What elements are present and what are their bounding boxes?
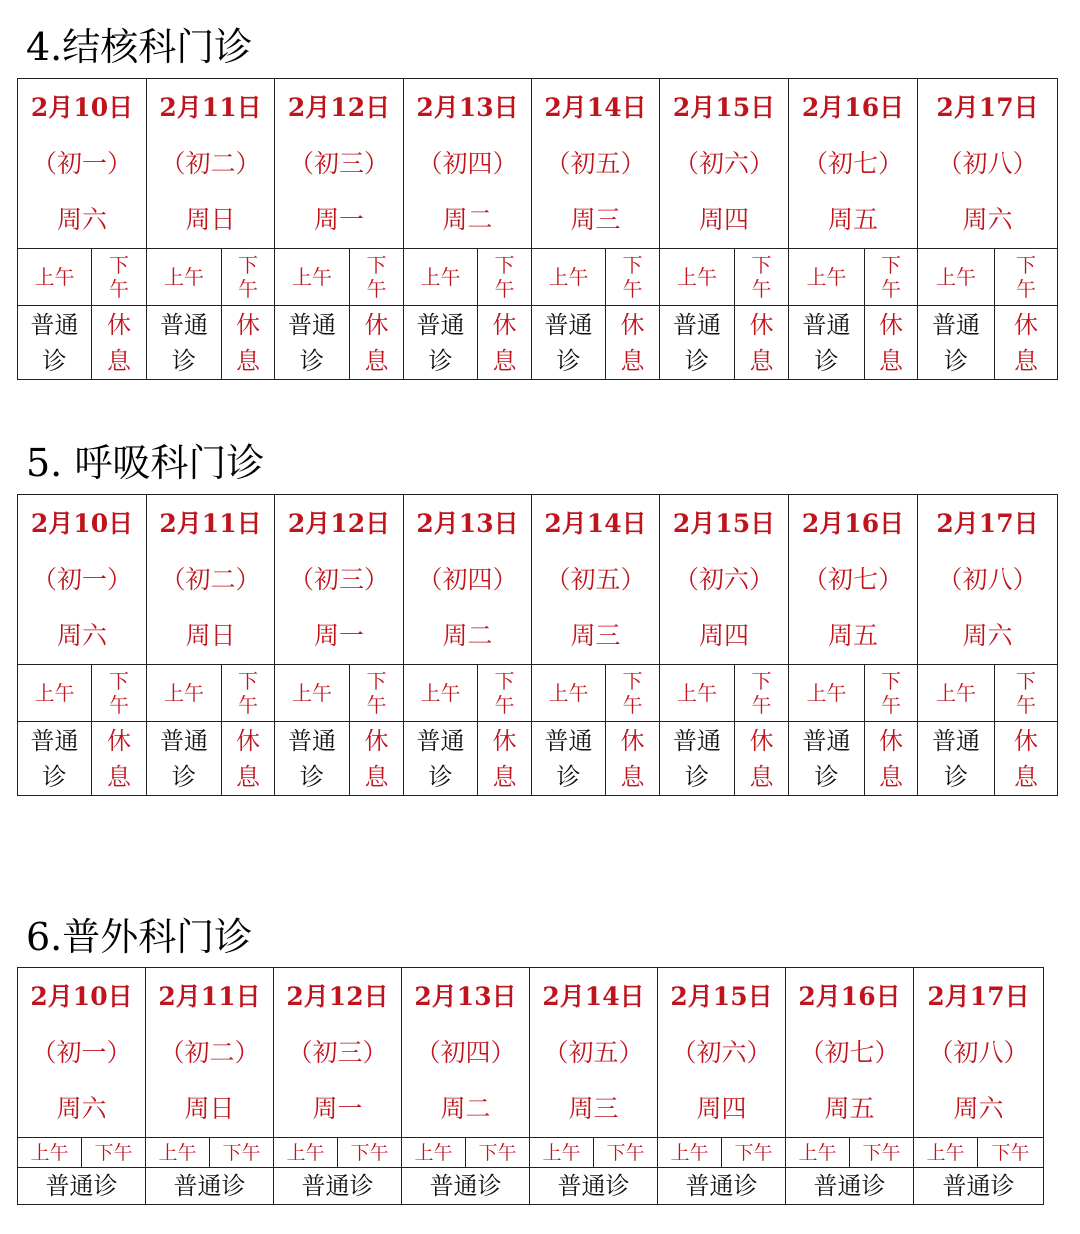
afternoon-slot-cell xyxy=(722,1138,786,1168)
afternoon-value: 休息 xyxy=(236,310,260,375)
weekday-label: 周五 xyxy=(827,620,878,650)
afternoon-label: 下午 xyxy=(862,1141,901,1164)
date-label: 2月14日 xyxy=(544,92,647,122)
afternoon-value-cell xyxy=(735,722,789,796)
weekday-label: 周六 xyxy=(56,620,107,650)
weekday-label: 周六 xyxy=(953,1093,1004,1123)
morning-slot-cell xyxy=(789,249,865,306)
afternoon-label: 下午 xyxy=(751,669,772,717)
morning-value-cell xyxy=(275,722,350,796)
date-label: 2月11日 xyxy=(158,981,261,1011)
weekday-label: 周二 xyxy=(442,620,493,650)
weekday-label: 周日 xyxy=(185,620,236,650)
morning-label: 上午 xyxy=(926,1141,965,1164)
morning-label: 上午 xyxy=(30,1141,69,1164)
afternoon-value-cell xyxy=(92,722,147,796)
morning-slot-cell xyxy=(786,1138,850,1168)
date-label: 2月10日 xyxy=(30,92,134,122)
morning-value: 普通诊 xyxy=(544,726,593,791)
afternoon-label: 下午 xyxy=(238,253,258,301)
date-label: 2月15日 xyxy=(672,508,776,538)
weekday-label: 周三 xyxy=(568,1093,619,1123)
morning-value: 普通诊 xyxy=(287,726,336,791)
day-header-cell xyxy=(914,968,1044,1138)
morning-label: 上午 xyxy=(936,265,976,289)
morning-value: 普通诊 xyxy=(544,310,593,375)
morning-slot-cell xyxy=(18,665,92,722)
afternoon-value: 休息 xyxy=(879,310,903,375)
morning-slot-cell xyxy=(404,249,478,306)
day-header-cell xyxy=(147,495,275,665)
afternoon-slot-cell xyxy=(350,249,404,306)
morning-slot-cell xyxy=(918,665,995,722)
schedule-table-general-surgery xyxy=(17,967,1044,1205)
afternoon-slot-cell xyxy=(735,665,789,722)
afternoon-label: 下午 xyxy=(1016,669,1036,717)
full-day-value: 普通诊 xyxy=(557,1172,630,1200)
afternoon-slot-cell xyxy=(466,1138,530,1168)
morning-label: 上午 xyxy=(677,265,717,289)
weekday-label: 周一 xyxy=(313,204,364,234)
morning-value-cell xyxy=(18,722,92,796)
afternoon-value: 休息 xyxy=(492,310,517,375)
afternoon-label: 下午 xyxy=(222,1141,261,1164)
afternoon-slot-cell xyxy=(865,665,918,722)
lunar-date-label: （初二） xyxy=(159,1037,260,1067)
day-header-cell xyxy=(18,495,147,665)
date-label: 2月16日 xyxy=(801,508,905,538)
afternoon-slot-cell xyxy=(850,1138,914,1168)
afternoon-slot-cell xyxy=(865,249,918,306)
afternoon-value: 休息 xyxy=(749,310,774,375)
date-label: 2月11日 xyxy=(159,508,262,538)
morning-value: 普通诊 xyxy=(30,310,79,375)
date-label: 2月17日 xyxy=(927,981,1030,1011)
afternoon-value-cell xyxy=(478,722,532,796)
afternoon-value-cell xyxy=(865,722,918,796)
weekday-label: 周五 xyxy=(827,204,878,234)
morning-value-cell xyxy=(789,306,865,380)
day-header-cell xyxy=(275,79,404,249)
lunar-date-label: （初一） xyxy=(31,564,132,594)
afternoon-slot-cell xyxy=(594,1138,658,1168)
morning-label: 上午 xyxy=(414,1141,453,1164)
section-title-general-surgery: 6.普外科门诊 xyxy=(26,915,253,959)
afternoon-label: 下午 xyxy=(366,253,387,301)
day-header-cell xyxy=(402,968,530,1138)
afternoon-value-cell xyxy=(478,306,532,380)
morning-label: 上午 xyxy=(548,265,589,289)
day-header-cell xyxy=(532,79,660,249)
morning-slot-cell xyxy=(275,249,350,306)
morning-value-cell xyxy=(404,722,478,796)
lunar-date-label: （初二） xyxy=(160,564,261,594)
afternoon-label: 下午 xyxy=(494,669,515,717)
afternoon-value: 休息 xyxy=(236,726,260,791)
morning-value-cell xyxy=(789,722,865,796)
morning-slot-cell xyxy=(660,249,735,306)
morning-slot-cell xyxy=(18,249,92,306)
lunar-date-label: （初一） xyxy=(31,148,132,178)
morning-slot-cell xyxy=(147,665,222,722)
morning-value-cell xyxy=(275,306,350,380)
date-label: 2月15日 xyxy=(672,92,776,122)
day-header-cell xyxy=(532,495,660,665)
afternoon-label: 下午 xyxy=(734,1141,773,1164)
afternoon-label: 下午 xyxy=(350,1141,389,1164)
date-label: 2月13日 xyxy=(416,508,519,538)
afternoon-value-cell xyxy=(222,306,275,380)
weekday-label: 周日 xyxy=(185,204,236,234)
afternoon-label: 下午 xyxy=(478,1141,517,1164)
afternoon-label: 下午 xyxy=(606,1141,645,1164)
lunar-date-label: （初四） xyxy=(417,564,518,594)
afternoon-label: 下午 xyxy=(109,669,129,717)
morning-label: 上午 xyxy=(798,1141,837,1164)
afternoon-label: 下午 xyxy=(494,253,515,301)
weekday-label: 周日 xyxy=(184,1093,235,1123)
morning-value: 普通诊 xyxy=(416,310,465,375)
morning-label: 上午 xyxy=(677,681,717,705)
full-day-value: 普通诊 xyxy=(813,1172,886,1200)
lunar-date-label: （初二） xyxy=(160,148,261,178)
date-label: 2月10日 xyxy=(30,981,133,1011)
day-header-cell xyxy=(918,495,1058,665)
afternoon-slot-cell xyxy=(82,1138,146,1168)
afternoon-value-cell xyxy=(92,306,147,380)
lunar-date-label: （初三） xyxy=(288,564,389,594)
weekday-label: 周四 xyxy=(696,1093,747,1123)
lunar-date-label: （初七） xyxy=(802,148,903,178)
morning-slot-cell xyxy=(914,1138,978,1168)
afternoon-slot-cell xyxy=(606,665,660,722)
morning-value: 普通诊 xyxy=(159,726,208,791)
morning-value: 普通诊 xyxy=(931,726,980,791)
date-label: 2月16日 xyxy=(798,981,901,1011)
weekday-label: 周三 xyxy=(570,204,621,234)
afternoon-slot-cell xyxy=(478,249,532,306)
day-header-cell xyxy=(147,79,275,249)
lunar-date-label: （初四） xyxy=(417,148,518,178)
afternoon-slot-cell xyxy=(995,249,1058,306)
afternoon-value-cell xyxy=(222,722,275,796)
day-header-cell xyxy=(18,968,146,1138)
morning-slot-cell xyxy=(275,665,350,722)
afternoon-slot-cell xyxy=(478,665,532,722)
morning-label: 上午 xyxy=(164,681,204,705)
full-day-value: 普通诊 xyxy=(45,1172,118,1200)
date-label: 2月14日 xyxy=(542,981,645,1011)
morning-slot-cell xyxy=(18,1138,82,1168)
morning-slot-cell xyxy=(918,249,995,306)
full-day-value-cell xyxy=(530,1168,658,1205)
lunar-date-label: （初五） xyxy=(545,564,646,594)
afternoon-slot-cell xyxy=(978,1138,1044,1168)
morning-label: 上午 xyxy=(548,681,589,705)
lunar-date-label: （初五） xyxy=(545,148,646,178)
date-label: 2月12日 xyxy=(287,508,391,538)
day-header-cell xyxy=(274,968,402,1138)
lunar-date-label: （初六） xyxy=(673,148,774,178)
day-header-cell xyxy=(146,968,274,1138)
afternoon-value: 休息 xyxy=(364,726,389,791)
afternoon-value: 休息 xyxy=(492,726,517,791)
morning-label: 上午 xyxy=(158,1141,197,1164)
afternoon-label: 下午 xyxy=(622,669,643,717)
date-label: 2月12日 xyxy=(286,981,389,1011)
date-label: 2月15日 xyxy=(670,981,773,1011)
afternoon-value-cell xyxy=(606,306,660,380)
weekday-label: 周二 xyxy=(440,1093,491,1123)
afternoon-value-cell xyxy=(350,722,404,796)
afternoon-value: 休息 xyxy=(107,310,131,375)
weekday-label: 周六 xyxy=(56,1093,107,1123)
schedule-table-tuberculosis xyxy=(17,78,1058,380)
lunar-date-label: （初六） xyxy=(671,1037,772,1067)
morning-label: 上午 xyxy=(164,265,204,289)
morning-label: 上午 xyxy=(34,681,75,705)
morning-label: 上午 xyxy=(292,265,332,289)
morning-label: 上午 xyxy=(806,681,847,705)
day-header-cell xyxy=(530,968,658,1138)
morning-value-cell xyxy=(147,306,222,380)
afternoon-value: 休息 xyxy=(749,726,774,791)
morning-value: 普通诊 xyxy=(30,726,79,791)
section-title-tuberculosis: 4.结核科门诊 xyxy=(26,25,253,69)
afternoon-label: 下午 xyxy=(881,669,901,717)
morning-slot-cell xyxy=(789,665,865,722)
day-header-cell xyxy=(918,79,1058,249)
afternoon-value: 休息 xyxy=(1014,310,1038,375)
weekday-label: 周六 xyxy=(56,204,107,234)
morning-slot-cell xyxy=(147,249,222,306)
afternoon-label: 下午 xyxy=(622,253,643,301)
lunar-date-label: （初七） xyxy=(799,1037,900,1067)
morning-slot-cell xyxy=(146,1138,210,1168)
afternoon-slot-cell xyxy=(222,665,275,722)
lunar-date-label: （初八） xyxy=(937,148,1038,178)
morning-value: 普通诊 xyxy=(802,310,851,375)
day-header-cell xyxy=(275,495,404,665)
morning-value-cell xyxy=(532,306,606,380)
morning-label: 上午 xyxy=(292,681,332,705)
afternoon-slot-cell xyxy=(606,249,660,306)
afternoon-value-cell xyxy=(350,306,404,380)
morning-slot-cell xyxy=(660,665,735,722)
morning-slot-cell xyxy=(404,665,478,722)
morning-value-cell xyxy=(18,306,92,380)
weekday-label: 周一 xyxy=(312,1093,363,1123)
lunar-date-label: （初四） xyxy=(415,1037,516,1067)
afternoon-value: 休息 xyxy=(1014,726,1038,791)
afternoon-value-cell xyxy=(995,722,1058,796)
full-day-value-cell xyxy=(146,1168,274,1205)
afternoon-label: 下午 xyxy=(109,253,129,301)
weekday-label: 周五 xyxy=(824,1093,875,1123)
morning-value: 普通诊 xyxy=(672,726,721,791)
day-header-cell xyxy=(660,495,789,665)
morning-value-cell xyxy=(532,722,606,796)
day-header-cell xyxy=(404,495,532,665)
lunar-date-label: （初三） xyxy=(288,148,389,178)
date-label: 2月17日 xyxy=(936,92,1039,122)
weekday-label: 周六 xyxy=(962,204,1013,234)
afternoon-slot-cell xyxy=(338,1138,402,1168)
lunar-date-label: （初七） xyxy=(802,564,903,594)
section-title-respiratory: 5. 呼吸科门诊 xyxy=(26,441,265,485)
morning-label: 上午 xyxy=(670,1141,709,1164)
weekday-label: 周四 xyxy=(698,204,749,234)
day-header-cell xyxy=(789,79,918,249)
morning-value-cell xyxy=(404,306,478,380)
afternoon-value-cell xyxy=(606,722,660,796)
afternoon-slot-cell xyxy=(222,249,275,306)
lunar-date-label: （初一） xyxy=(31,1037,132,1067)
date-label: 2月11日 xyxy=(159,92,262,122)
afternoon-value: 休息 xyxy=(364,310,389,375)
lunar-date-label: （初八） xyxy=(937,564,1038,594)
full-day-value: 普通诊 xyxy=(301,1172,374,1200)
date-label: 2月13日 xyxy=(416,92,519,122)
date-label: 2月16日 xyxy=(801,92,905,122)
afternoon-value: 休息 xyxy=(620,726,645,791)
schedule-table-respiratory xyxy=(17,494,1058,796)
morning-value: 普通诊 xyxy=(287,310,336,375)
afternoon-label: 下午 xyxy=(238,669,258,717)
afternoon-label: 下午 xyxy=(751,253,772,301)
weekday-label: 周二 xyxy=(442,204,493,234)
afternoon-value-cell xyxy=(995,306,1058,380)
morning-slot-cell xyxy=(402,1138,466,1168)
morning-value: 普通诊 xyxy=(802,726,851,791)
morning-value: 普通诊 xyxy=(931,310,980,375)
morning-label: 上午 xyxy=(34,265,75,289)
afternoon-slot-cell xyxy=(92,249,147,306)
full-day-value-cell xyxy=(658,1168,786,1205)
lunar-date-label: （初五） xyxy=(543,1037,644,1067)
morning-label: 上午 xyxy=(542,1141,581,1164)
full-day-value-cell xyxy=(786,1168,914,1205)
day-header-cell xyxy=(404,79,532,249)
date-label: 2月10日 xyxy=(30,508,134,538)
full-day-value-cell xyxy=(914,1168,1044,1205)
morning-slot-cell xyxy=(530,1138,594,1168)
weekday-label: 周四 xyxy=(698,620,749,650)
morning-value-cell xyxy=(660,306,735,380)
morning-label: 上午 xyxy=(936,681,976,705)
afternoon-value-cell xyxy=(735,306,789,380)
morning-value: 普通诊 xyxy=(416,726,465,791)
morning-label: 上午 xyxy=(420,681,461,705)
morning-slot-cell xyxy=(274,1138,338,1168)
afternoon-slot-cell xyxy=(210,1138,274,1168)
afternoon-slot-cell xyxy=(995,665,1058,722)
full-day-value: 普通诊 xyxy=(173,1172,246,1200)
morning-slot-cell xyxy=(658,1138,722,1168)
full-day-value: 普通诊 xyxy=(942,1172,1015,1200)
full-day-value-cell xyxy=(274,1168,402,1205)
full-day-value: 普通诊 xyxy=(685,1172,758,1200)
afternoon-label: 下午 xyxy=(366,669,387,717)
morning-value-cell xyxy=(147,722,222,796)
afternoon-slot-cell xyxy=(350,665,404,722)
afternoon-value: 休息 xyxy=(620,310,645,375)
morning-label: 上午 xyxy=(806,265,847,289)
day-header-cell xyxy=(786,968,914,1138)
afternoon-label: 下午 xyxy=(94,1141,133,1164)
weekday-label: 周六 xyxy=(962,620,1013,650)
morning-slot-cell xyxy=(532,665,606,722)
lunar-date-label: （初八） xyxy=(928,1037,1029,1067)
afternoon-label: 下午 xyxy=(991,1141,1030,1164)
day-header-cell xyxy=(18,79,147,249)
morning-value-cell xyxy=(660,722,735,796)
full-day-value: 普通诊 xyxy=(429,1172,502,1200)
morning-label: 上午 xyxy=(286,1141,325,1164)
lunar-date-label: （初六） xyxy=(673,564,774,594)
morning-value: 普通诊 xyxy=(672,310,721,375)
date-label: 2月17日 xyxy=(936,508,1039,538)
full-day-value-cell xyxy=(402,1168,530,1205)
day-header-cell xyxy=(660,79,789,249)
full-day-value-cell xyxy=(18,1168,146,1205)
afternoon-value: 休息 xyxy=(107,726,131,791)
morning-label: 上午 xyxy=(420,265,461,289)
date-label: 2月13日 xyxy=(414,981,517,1011)
day-header-cell xyxy=(789,495,918,665)
date-label: 2月12日 xyxy=(287,92,391,122)
afternoon-label: 下午 xyxy=(1016,253,1036,301)
morning-value-cell xyxy=(918,306,995,380)
weekday-label: 周一 xyxy=(313,620,364,650)
weekday-label: 周三 xyxy=(570,620,621,650)
morning-value-cell xyxy=(918,722,995,796)
afternoon-slot-cell xyxy=(92,665,147,722)
day-header-cell xyxy=(658,968,786,1138)
morning-slot-cell xyxy=(532,249,606,306)
afternoon-label: 下午 xyxy=(881,253,901,301)
morning-value: 普通诊 xyxy=(159,310,208,375)
afternoon-slot-cell xyxy=(735,249,789,306)
lunar-date-label: （初三） xyxy=(287,1037,388,1067)
afternoon-value-cell xyxy=(865,306,918,380)
date-label: 2月14日 xyxy=(544,508,647,538)
afternoon-value: 休息 xyxy=(879,726,903,791)
